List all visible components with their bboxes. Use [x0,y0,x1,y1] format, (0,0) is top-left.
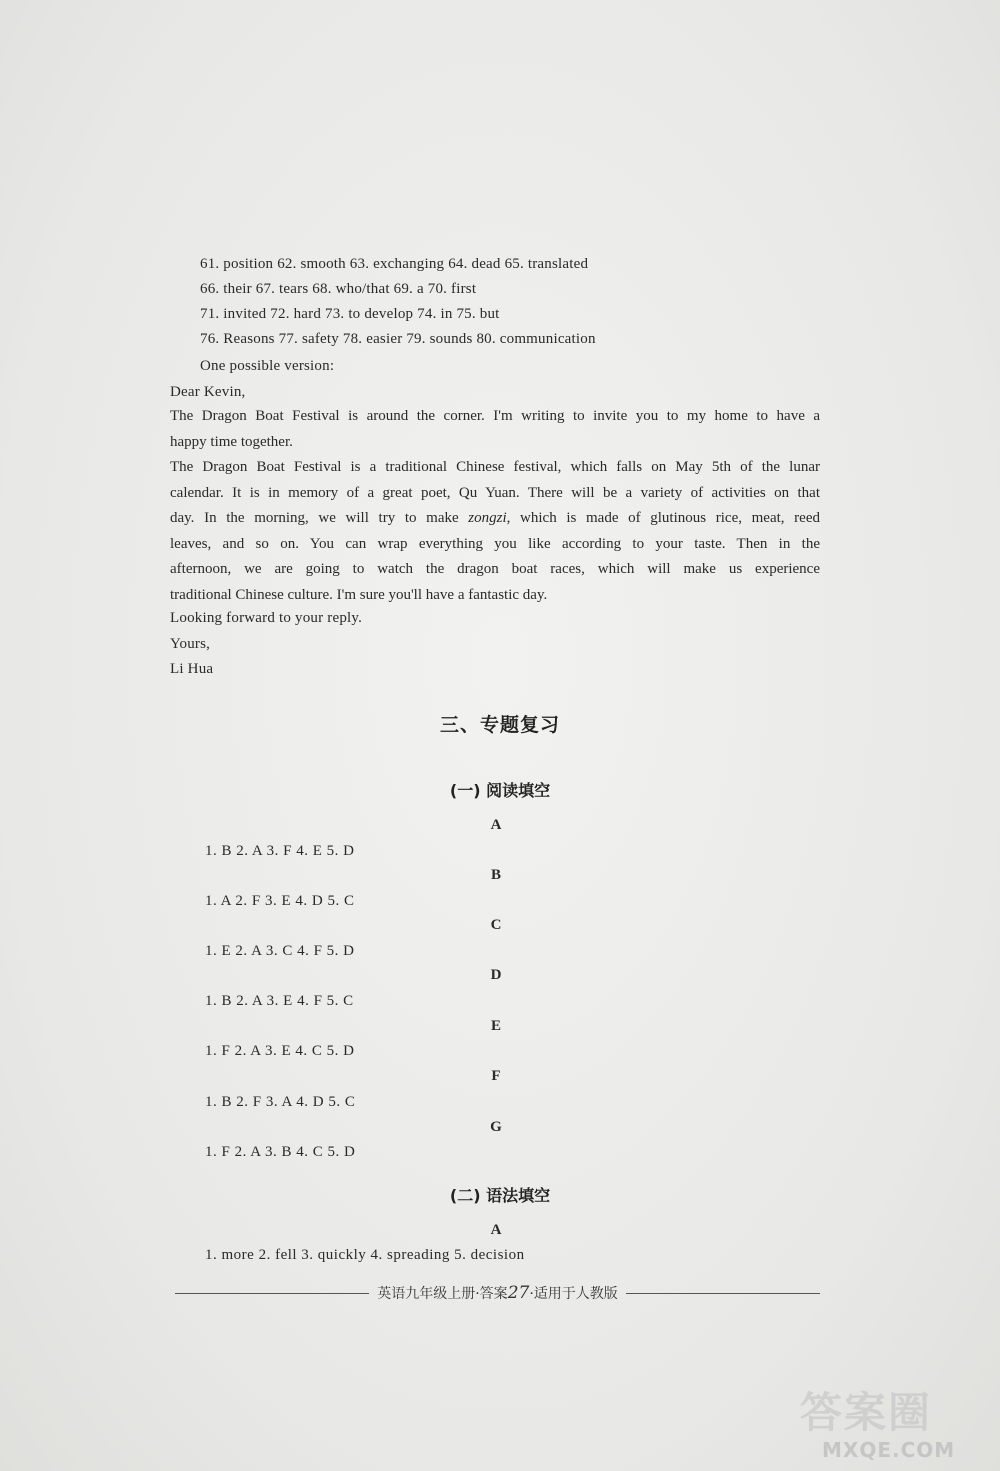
grammar-part-a-answers: 1. more 2. fell 3. quickly 4. spreading 5. decision [205,1247,525,1263]
footer-text [369,1283,626,1303]
cloze-answers-line-3: 71. invited 72. hard 73. to develop 74. in 75. but [200,306,500,322]
reading-part-b-answers: 1. A 2. F 3. E 4. D 5. C [205,893,355,909]
reading-part-e-letter: E [490,1018,501,1034]
letter-p2-line-1: The Dragon Boat Festival is a traditional Chinese festival, which falls on May 5th of the lunar [170,459,820,475]
page-footer [175,1283,820,1303]
watermark-url: MXQE.COM [822,1438,956,1462]
footer-rule-left [175,1293,369,1294]
reading-title: (一) 阅读填空 [449,781,551,800]
letter-closing: Looking forward to your reply. [170,610,363,626]
grammar-part-a-letter: A [490,1222,502,1238]
letter-p2-line-4: leaves, and so on. You can wrap everything you like according to your taste. Then in the [170,535,820,552]
letter-p1-line-2: happy time together. [170,433,293,450]
footer-book-title: 英语九年级上册·答案 [377,1286,508,1302]
grammar-title: (二) 语法填空 [449,1186,551,1205]
page-number: 27 [507,1283,530,1303]
reading-part-f-letter: F [491,1068,501,1084]
reading-part-g-answers: 1. F 2. A 3. B 4. C 5. D [205,1144,356,1160]
reading-part-c-letter: C [490,917,502,933]
letter-p2-line-5: afternoon, we are going to watch the dragon boat races, which will make us experience [170,561,820,577]
letter-paragraph-1 [170,404,820,455]
letter-salutation: Dear Kevin, [170,384,246,400]
reading-part-d-letter: D [490,967,502,983]
reading-part-a-letter: A [490,817,502,833]
writing-intro: One possible version: [200,358,335,374]
letter-p2-line-6: traditional Chinese culture. I'm sure you'll have a fantastic day. [170,586,548,603]
letter-signature: Li Hua [170,661,214,677]
letter-p2-line-2: calendar. It is in memory of a great poet, Qu Yuan. There will be a variety of activities on that [170,484,820,501]
reading-part-e-answers: 1. F 2. A 3. E 4. C 5. D [205,1043,355,1059]
footer-rule-right [626,1293,820,1294]
reading-part-a-answers: 1. B 2. A 3. F 4. E 5. D [205,843,355,859]
reading-part-g-letter: G [490,1119,502,1135]
zongzi-word: zongzi [468,510,507,526]
footer-edition: ·适用于人教版 [529,1286,618,1302]
reading-part-f-answers: 1. B 2. F 3. A 4. D 5. C [205,1094,356,1110]
reading-part-d-answers: 1. B 2. A 3. E 4. F 5. C [205,993,354,1009]
reading-part-b-letter: B [490,867,501,883]
cloze-answers-line-1: 61. position 62. smooth 63. exchanging 64. dead 65. translated [200,256,589,272]
watermark-logo: 答案圈 [800,1388,933,1437]
letter-p2-line-3-start: day. In the morning, we will try to make [170,510,469,526]
letter-paragraph-2 [170,455,820,608]
letter-p2-line-3 [170,506,820,532]
section-title: 三、专题复习 [439,714,560,736]
cloze-answers-line-4: 76. Reasons 77. safety 78. easier 79. sounds 80. communication [200,331,596,347]
letter-signoff: Yours, [170,636,211,652]
site-watermark [800,1380,990,1465]
cloze-answers-line-2: 66. their 67. tears 68. who/that 69. a 70. first [200,281,477,297]
reading-part-c-answers: 1. E 2. A 3. C 4. F 5. D [205,943,355,959]
letter-p2-line-3-end: , which is made of glutinous rice, meat, reed [506,510,820,526]
letter-p1-line-1: The Dragon Boat Festival is around the corner. I'm writing to invite you to my home to have a [170,408,820,424]
